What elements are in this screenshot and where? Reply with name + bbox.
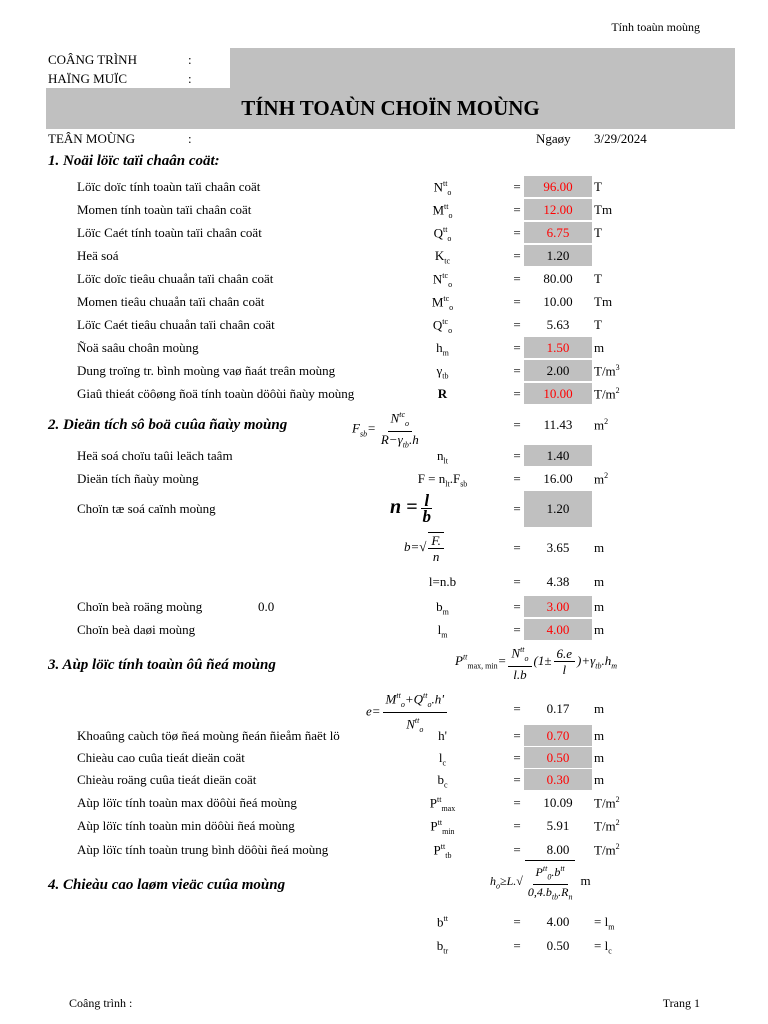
computed-value: 80.00 <box>543 271 573 286</box>
computed-value: 8.00 <box>546 842 570 857</box>
row-symbol: R <box>437 386 448 401</box>
row-label: Choïn tæ soá caïnh moùng <box>77 501 216 516</box>
unit: m <box>594 750 605 765</box>
input-value[interactable]: 1.20 <box>524 245 592 266</box>
row-symbol: $P^{tt}_{max}$ <box>429 795 456 813</box>
unit: Tm <box>594 294 613 309</box>
row-label: Chieàu cao cuûa tieát dieän coät <box>77 750 245 765</box>
equals-sign: = <box>513 842 521 857</box>
row-moment-design <box>0 199 768 221</box>
row-coefficient <box>0 245 768 267</box>
row-symbol: $l_c$ <box>438 750 447 768</box>
unit: = $l_c$ <box>594 938 612 956</box>
unit: $T/m^3$ <box>594 363 620 379</box>
row-axial-force-design <box>0 176 768 198</box>
equals-sign: = <box>513 317 521 332</box>
unit: $T/m^2$ <box>594 818 620 834</box>
unit: $T/m^2$ <box>594 795 620 811</box>
row-base-area <box>0 468 768 490</box>
equals-sign: = <box>513 818 521 833</box>
row-column-height <box>0 747 768 769</box>
equals-sign: = <box>513 417 521 432</box>
unit: m <box>594 772 605 787</box>
unit: m <box>594 701 605 716</box>
equals-sign: = <box>513 599 521 614</box>
row-label: Aùp löïc tính toaùn trung bình döôùi ñeá moùng <box>77 842 329 857</box>
equals-sign: = <box>513 728 521 743</box>
ten-mong-label: TEÂN MOÙNG <box>48 131 136 146</box>
row-unit-weight <box>0 360 768 382</box>
row-symbol: $M^{tc}_o$ <box>431 294 454 312</box>
row-label: Löïc doïc tính toaùn taïi chaân coät <box>77 179 261 194</box>
footer-page: Trang 1 <box>662 996 700 1010</box>
unit: m <box>594 340 605 355</box>
equals-sign: = <box>513 363 521 378</box>
unit: = $l_m$ <box>594 914 615 932</box>
section-1-title: 1. Noäi löïc taïi chaân coät: <box>48 153 220 169</box>
unit: T <box>594 317 602 332</box>
computed-value: 11.43 <box>543 417 573 432</box>
row-symbol: $\gamma_{tb}$ <box>436 363 449 381</box>
row-symbol: $l_m$ <box>437 622 448 640</box>
row-symbol: $b_{tr}$ <box>436 938 449 956</box>
unit: m <box>594 540 605 555</box>
equals-sign: = <box>513 248 521 263</box>
row-symbol: $b_c$ <box>437 772 448 790</box>
input-value[interactable]: 1.40 <box>524 445 592 466</box>
input-value[interactable]: 2.00 <box>524 360 592 381</box>
equals-sign: = <box>513 574 521 589</box>
equals-sign: = <box>513 501 521 516</box>
formula-fsb: $F_{sb}=$ $\frac{N^{tc}_o}{R-\gamma_{tb}.h}$ <box>352 407 424 453</box>
input-value[interactable]: 10.00 <box>524 383 592 404</box>
equals-sign: = <box>513 386 521 401</box>
row-symbol: $N^{tc}_o$ <box>432 271 453 289</box>
row-label: Ñoä saâu choân moùng <box>77 340 199 355</box>
row-symbol: $P^{tt}_{tb}$ <box>433 842 452 860</box>
row-label: Löïc Caét tính toaùn taïi chaân coät <box>77 225 262 240</box>
input-value[interactable]: 0.30 <box>524 769 592 790</box>
equals-sign: = <box>513 448 521 463</box>
row-b-tr <box>0 935 768 957</box>
formula-n-ratio: n = $\frac{l}{b}$ <box>390 491 432 526</box>
equals-sign: = <box>513 340 521 355</box>
unit: Tm <box>594 202 613 217</box>
computed-value: 3.65 <box>546 540 570 555</box>
row-label: Momen tính toaùn taïi chaân coät <box>77 202 252 217</box>
row-symbol: h' <box>438 728 447 743</box>
row-label: Aùp löïc tính toaùn max döôùi ñeá moùng <box>77 795 297 810</box>
equals-sign: = <box>513 750 521 765</box>
input-value[interactable]: 4.00 <box>524 619 592 640</box>
computed-value: 5.91 <box>546 818 570 833</box>
equals-sign: = <box>513 294 521 309</box>
header-title: Tính toaùn moùng <box>611 20 700 34</box>
row-label: Dieän tích ñaùy moùng <box>77 471 199 486</box>
row-label: Chieàu roäng cuûa tieát dieän coät <box>77 772 257 787</box>
row-shear-design <box>0 222 768 244</box>
row-label: Momen tieâu chuaån taïi chaân coät <box>77 294 265 309</box>
equals-sign: = <box>513 772 521 787</box>
equals-sign: = <box>513 179 521 194</box>
cong-trinh-label: COÂNG TRÌNH <box>48 52 137 67</box>
unit: m <box>594 599 605 614</box>
computed-value: 4.00 <box>546 914 570 929</box>
row-eccentric-coef <box>0 445 768 467</box>
row-symbol: $n_{lt}$ <box>437 448 448 466</box>
unit: m <box>594 728 605 743</box>
input-value[interactable]: 3.00 <box>524 596 592 617</box>
ngay-value[interactable]: 3/29/2024 <box>594 131 647 146</box>
row-assumed-strength <box>0 383 768 405</box>
extra-value: 0.0 <box>258 599 275 614</box>
row-eccentricity <box>0 698 768 720</box>
row-symbol: $h_m$ <box>436 340 449 358</box>
formula-b-sqrt: b=√ $\frac{F.}{n}$ <box>404 532 446 564</box>
computed-value: 10.00 <box>543 294 573 309</box>
row-symbol: $b^{tt}$ <box>437 914 448 930</box>
row-label: Heä soá <box>77 248 119 263</box>
project-info-box[interactable] <box>230 48 735 88</box>
computed-value: 0.50 <box>546 938 570 953</box>
formula-eccentricity: e= $\frac{M^{tt}_o+Q^{tt}_o.h'}{N^{tt}_o}$ <box>366 688 449 737</box>
row-symbol: $F = n_{lt}.F_{sb}$ <box>417 471 468 489</box>
row-label: Löïc doïc tieâu chuaån taïi chaân coät <box>77 271 274 286</box>
row-label: Choïn beà daøi moùng <box>77 622 196 637</box>
unit: $m^2$ <box>594 417 609 433</box>
equals-sign: = <box>513 271 521 286</box>
colon: : <box>188 131 192 146</box>
unit: m <box>594 574 605 589</box>
row-axial-force-standard <box>0 268 768 290</box>
row-column-width <box>0 769 768 791</box>
row-pressure-max <box>0 792 768 814</box>
unit: T <box>594 179 602 194</box>
footer-left: Coâng trình : <box>69 996 133 1010</box>
row-symbol: $K_{tc}$ <box>434 248 451 266</box>
row-symbol: $Q^{tc}_o$ <box>432 317 453 335</box>
equals-sign: = <box>513 914 521 929</box>
row-label: Choïn beà roäng moùng <box>77 599 203 614</box>
row-label: Dung troïng tr. bình moùng vaø ñaát treân moùng <box>77 363 336 378</box>
input-value[interactable]: 12.00 <box>524 199 592 220</box>
row-pressure-avg <box>0 839 768 861</box>
unit: T <box>594 271 602 286</box>
equals-sign: = <box>513 471 521 486</box>
row-chosen-length <box>0 619 768 641</box>
section-3-title: 3. Aùp löïc tính toaùn ôû ñeá moùng <box>48 657 276 673</box>
formula-working-height: $h_o\ge L.√$ $\frac{P^{tt}_0.b^{tt}}{0,4.b_{tb}.R_n}$ m <box>490 860 591 905</box>
unit: $T/m^2$ <box>594 842 620 858</box>
input-value[interactable]: 0.70 <box>524 725 592 746</box>
unit: T <box>594 225 602 240</box>
row-preliminary-area <box>0 414 768 436</box>
formula-pressure: $P^{tt}_{max, min}=$ $\frac{N^{tt}_o}{l.b}$ (1± $\frac{6.e}{l}$ )$+\gamma_{tb}.h_m$ <box>455 642 617 682</box>
row-symbol: $P^{tt}_{min}$ <box>430 818 455 836</box>
colon: : <box>188 52 192 67</box>
row-symbol: l=n.b <box>428 574 457 589</box>
row-label: Aùp löïc tính toaùn min döôùi ñeá moùng <box>77 818 295 833</box>
equals-sign: = <box>513 540 521 555</box>
row-length-calc <box>0 571 768 593</box>
input-value[interactable]: 0.50 <box>524 747 592 768</box>
row-label: Löïc Caét tieâu chuaån taïi chaân coät <box>77 317 275 332</box>
computed-value: 5.63 <box>546 317 570 332</box>
row-foundation-depth <box>0 337 768 359</box>
computed-value: 4.38 <box>546 574 570 589</box>
row-symbol: $b_m$ <box>436 599 449 617</box>
input-value[interactable]: 1.50 <box>524 337 592 358</box>
row-label: Giaû thieát cöôøng ñoä tính toaùn döôùi ñaùy moùng <box>77 386 355 401</box>
row-side-ratio <box>0 498 768 520</box>
input-value[interactable]: 1.20 <box>546 501 570 516</box>
unit: m <box>594 622 605 637</box>
equals-sign: = <box>513 701 521 716</box>
computed-value: 0.17 <box>546 701 570 716</box>
equals-sign: = <box>513 225 521 240</box>
row-shear-standard <box>0 314 768 336</box>
colon: : <box>188 71 192 86</box>
computed-value: 16.00 <box>543 471 573 486</box>
unit: $m^2$ <box>594 471 609 487</box>
equals-sign: = <box>513 202 521 217</box>
row-b-tt <box>0 911 768 933</box>
row-width-calc <box>0 537 768 559</box>
row-moment-standard <box>0 291 768 313</box>
row-pressure-min <box>0 815 768 837</box>
section-4-title: 4. Chieàu cao laøm vieäc cuûa moùng <box>48 877 286 893</box>
equals-sign: = <box>513 622 521 637</box>
computed-value: 10.09 <box>543 795 573 810</box>
row-chosen-width <box>0 596 768 618</box>
unit: $T/m^2$ <box>594 386 620 402</box>
equals-sign: = <box>513 795 521 810</box>
row-symbol: $Q^{tt}_o$ <box>433 225 452 243</box>
row-symbol: $M^{tt}_o$ <box>432 202 453 220</box>
row-symbol: $N^{tt}_o$ <box>433 179 452 197</box>
row-label: Heä soá choïu taûi leäch taâm <box>77 448 233 463</box>
hang-muc-label: HAÏNG MUÏC <box>48 71 128 86</box>
row-load-distance <box>0 725 768 747</box>
equals-sign: = <box>513 938 521 953</box>
input-value[interactable]: 6.75 <box>524 222 592 243</box>
page-title: TÍNH TOAÙN CHOÏN MOÙNG <box>241 96 540 120</box>
input-value[interactable]: 96.00 <box>524 176 592 197</box>
ngay-label: Ngaøy <box>536 131 571 146</box>
row-label: Khoaûng caùch töø ñeá moùng ñeán ñieåm ñaët lö <box>77 728 340 743</box>
section-2-title: 2. Dieän tích sô boä cuûa ñaùy moùng <box>48 417 288 433</box>
